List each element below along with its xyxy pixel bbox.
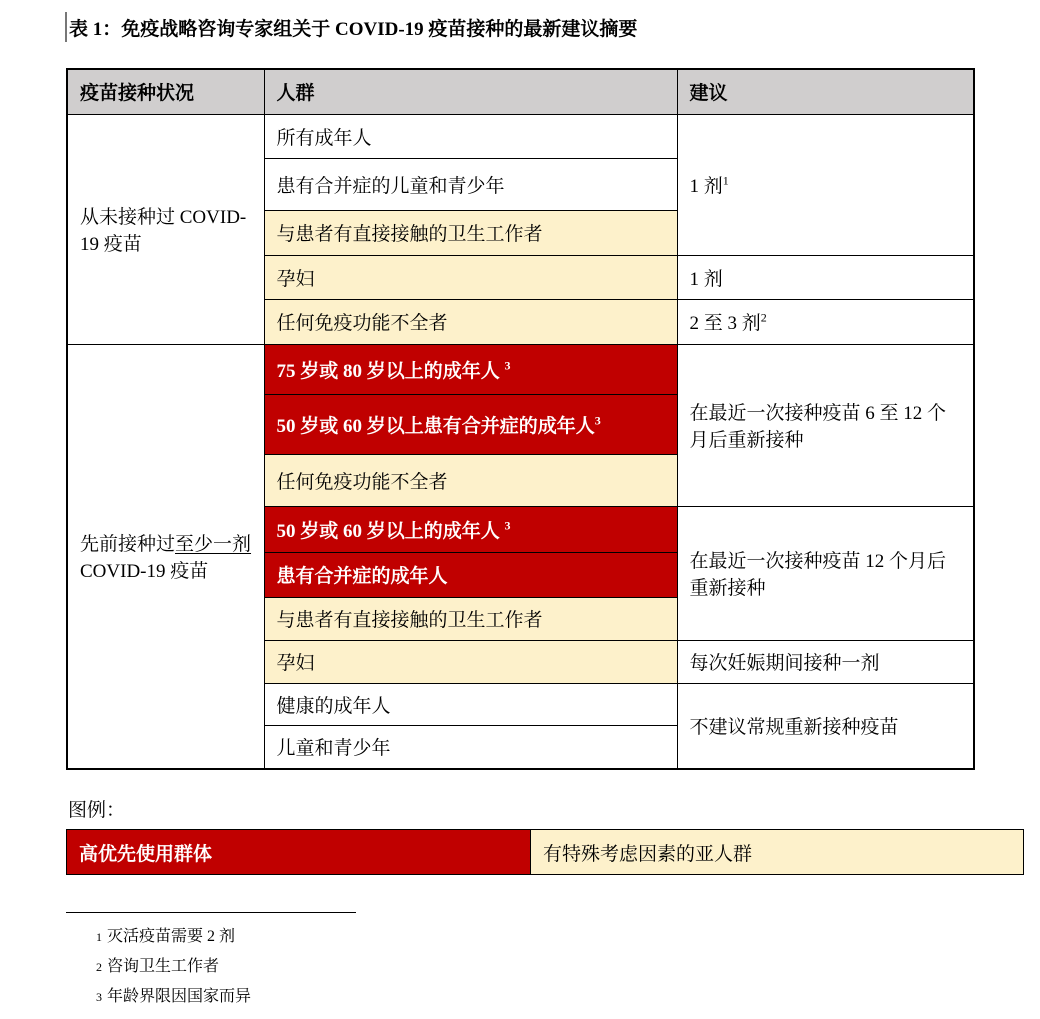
status-cell-previously-vaccinated: 先前接种过至少一剂 COVID-19 疫苗 — [67, 344, 264, 769]
header-population: 人群 — [264, 69, 677, 114]
footnote-marker: 1 — [96, 930, 102, 944]
recommendation-cell-each-pregnancy: 每次妊娠期间接种一剂 — [677, 640, 974, 683]
population-cell-all-adults: 所有成年人 — [264, 114, 677, 158]
recommendation-cell-one-dose-fn1: 1 剂$^1$ — [677, 114, 974, 255]
population-cell-pregnant: 孕妇 — [264, 255, 677, 299]
footnote-marker: 2 — [96, 960, 102, 974]
page-title: 表 1：免疫战略咨询专家组关于 COVID-19 疫苗接种的最新建议摘要 — [69, 19, 638, 40]
footnote-ref-2: 2 — [760, 310, 767, 325]
footnotes — [96, 922, 251, 1012]
header-recommendation: 建议 — [677, 69, 974, 114]
table-row — [67, 114, 974, 158]
revision-change-bar — [65, 12, 67, 42]
footnote-2: 2 咨询卫生工作者 — [96, 958, 220, 975]
footnote-ref-3: 3 — [504, 518, 511, 533]
population-cell-healthy-adults: 健康的成年人 — [264, 683, 677, 725]
header-vaccination-status: 疫苗接种状况 — [67, 69, 264, 114]
population-cell-health-workers: 与患者有直接接触的卫生工作者 — [264, 597, 677, 640]
recommendation-cell-revacc-6-12: 在最近一次接种疫苗 6 至 12 个月后重新接种 — [677, 344, 974, 506]
population-cell-adults-50-60: 50 岁或 60 岁以上的成年人 $^3$ — [264, 506, 677, 552]
population-cell-adults-75-80: 75 岁或 80 岁以上的成年人 $^3$ — [264, 344, 677, 394]
header-row — [67, 69, 974, 114]
legend-row — [67, 830, 1024, 875]
population-cell-health-workers: 与患者有直接接触的卫生工作者 — [264, 210, 677, 255]
legend-high-priority: 高优先使用群体 — [67, 830, 531, 875]
footnote-1: 1 灭活疫苗需要 2 剂 — [96, 928, 236, 945]
status-cell-never-vaccinated: 从未接种过 COVID-19 疫苗 — [67, 114, 264, 344]
footnote-3: 3 年龄界限因国家而异 — [96, 988, 252, 1005]
vaccination-recommendations-table — [66, 68, 975, 770]
footnote-ref-1: 1 — [722, 173, 729, 188]
population-cell-children-comorbid: 患有合并症的儿童和青少年 — [264, 158, 677, 210]
population-cell-children-adolescents: 儿童和青少年 — [264, 725, 677, 769]
underlined-text: 至少一剂 — [175, 534, 252, 556]
population-cell-immunocompromised: 任何免疫功能不全者 — [264, 454, 677, 506]
footnote-ref-3: 3 — [504, 358, 511, 373]
footnote-separator — [66, 912, 356, 913]
table-row — [67, 344, 974, 394]
recommendation-cell-two-to-three: 2 至 3 剂$^2$ — [677, 299, 974, 344]
population-cell-adults-50-60-comorbid: 50 岁或 60 岁以上患有合并症的成年人$^3$ — [264, 394, 677, 454]
legend-special-subpopulation: 有特殊考虑因素的亚人群 — [531, 830, 1024, 875]
population-cell-adults-comorbid: 患有合并症的成年人 — [264, 552, 677, 597]
legend-label: 图例： — [68, 800, 126, 821]
recommendation-cell-revacc-12: 在最近一次接种疫苗 12 个月后重新接种 — [677, 506, 974, 640]
footnote-marker: 3 — [96, 990, 102, 1004]
population-cell-immunocompromised: 任何免疫功能不全者 — [264, 299, 677, 344]
footnote-ref-3: 3 — [594, 413, 601, 428]
population-cell-pregnant: 孕妇 — [264, 640, 677, 683]
recommendation-cell-no-routine: 不建议常规重新接种疫苗 — [677, 683, 974, 769]
recommendation-cell-one-dose: 1 剂 — [677, 255, 974, 299]
legend-table — [66, 829, 1024, 875]
